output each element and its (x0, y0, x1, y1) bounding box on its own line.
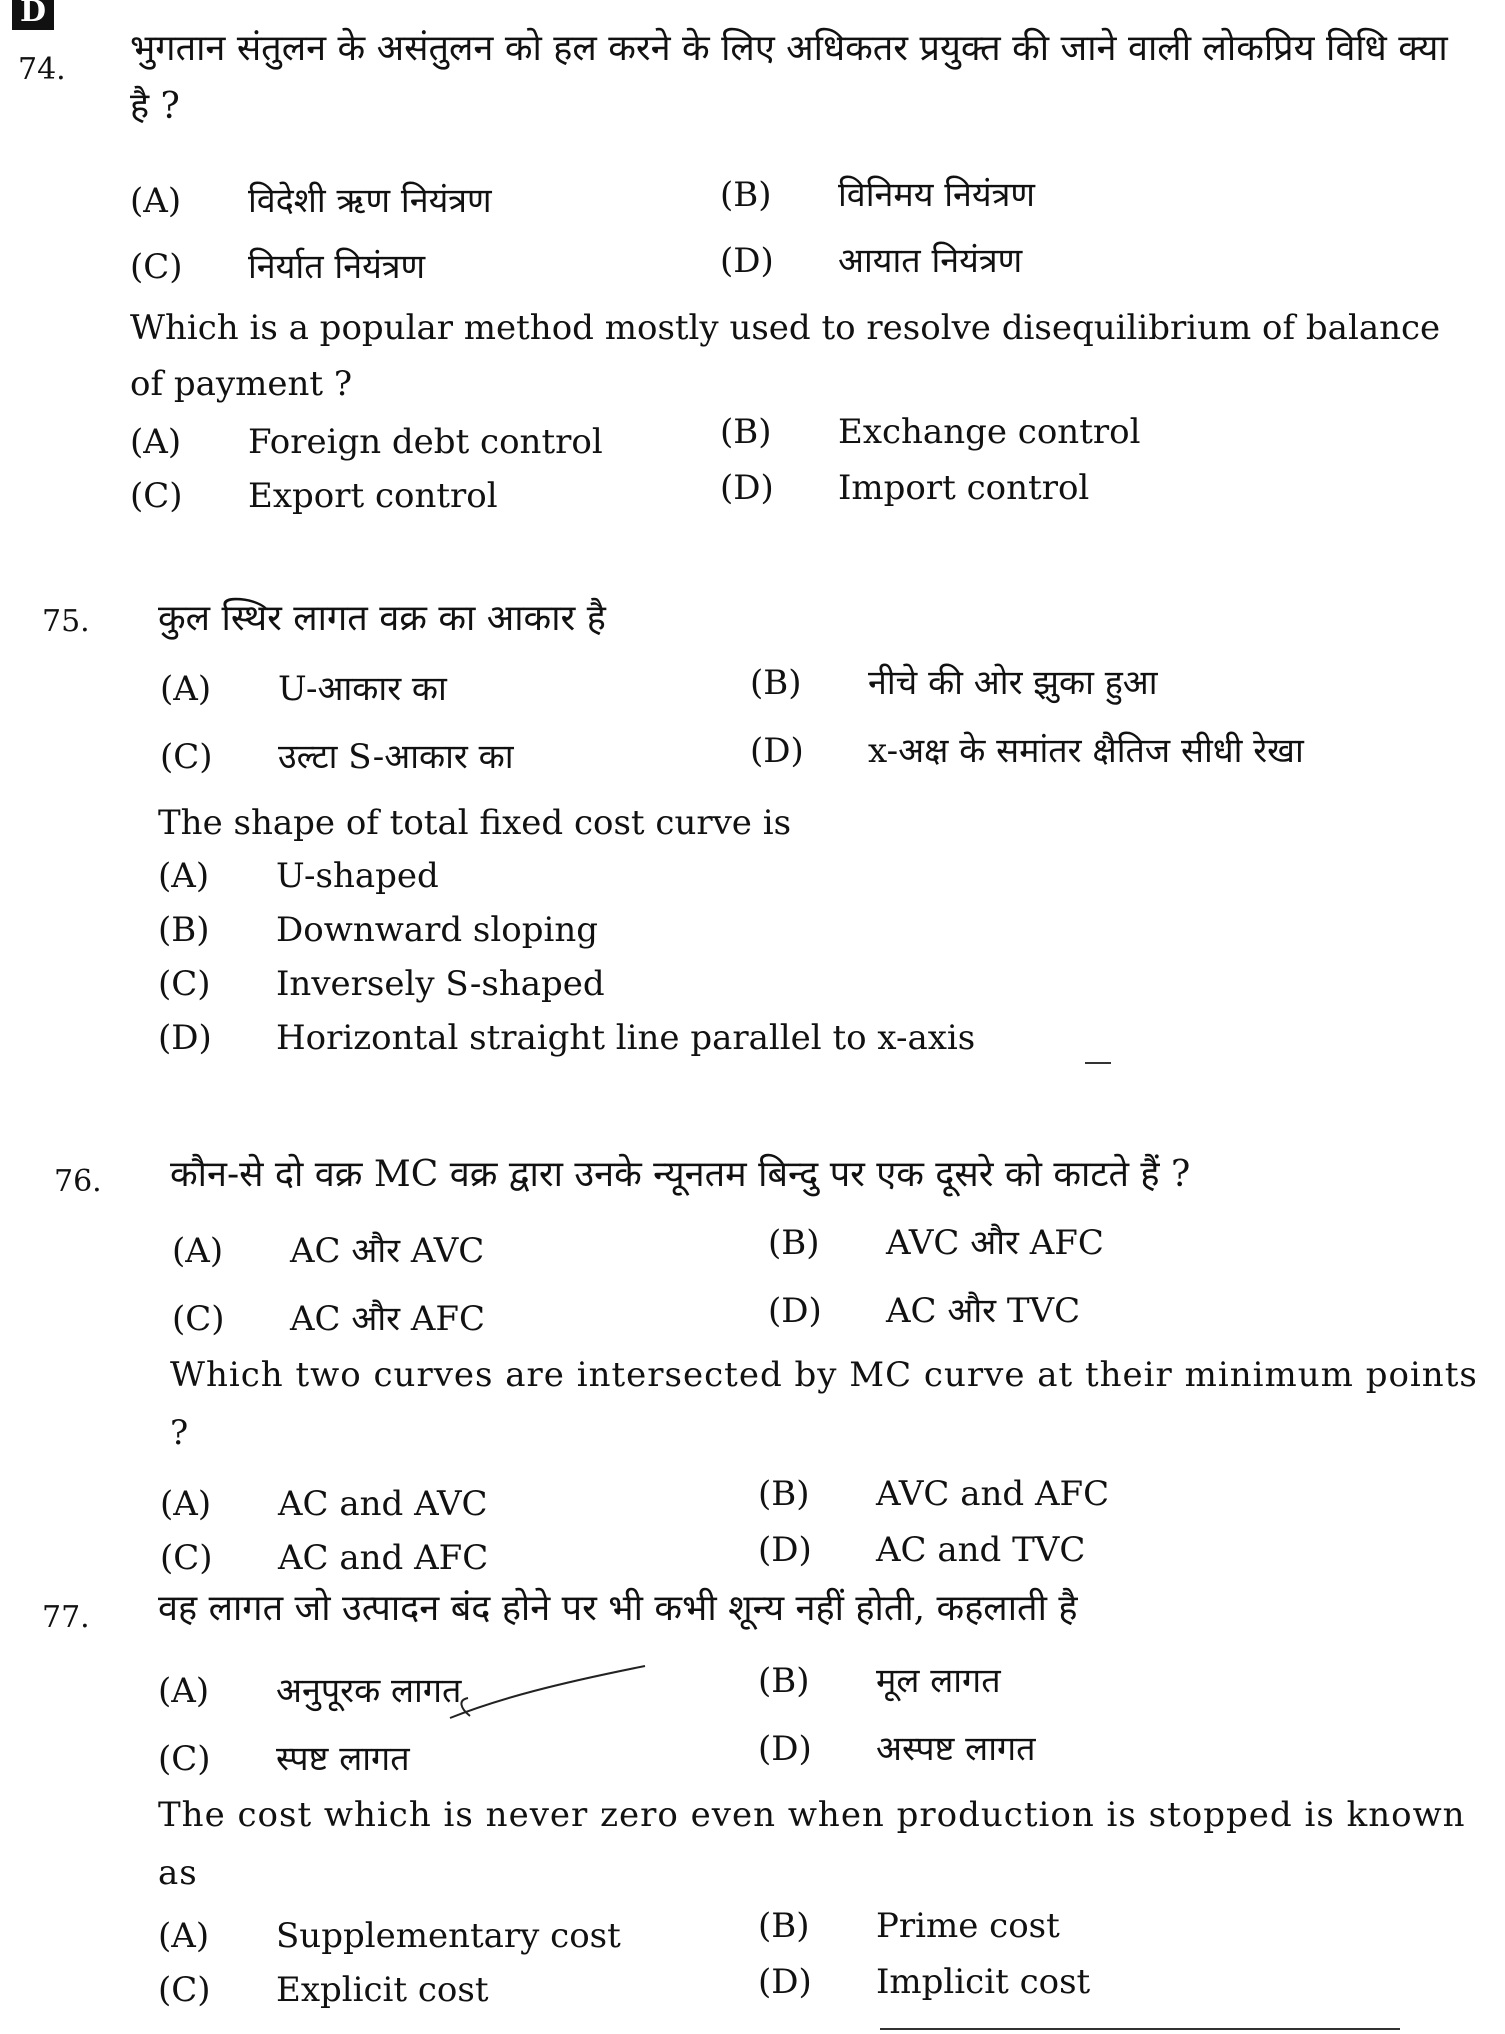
option-d-english: (D) Implicit cost (758, 1962, 1091, 2002)
option-b-english: (B) Exchange control (720, 412, 1141, 452)
scan-mark (1085, 1062, 1111, 1064)
option-b-hindi: (B) मूल लागत (758, 1661, 1001, 1701)
question-stem-hindi: वह लागत जो उत्पादन बंद होने पर भी कभी शून्य नहीं होती, कहलाती है (158, 1588, 1078, 1629)
option-b-hindi: (B) नीचे की ओर झुका हुआ (750, 663, 1158, 703)
question-stem-english: The cost which is never zero even when production is stopped is known as (158, 1795, 1466, 1893)
option-a-hindi: (A) U-आकार का (160, 669, 447, 709)
pen-mark (440, 1658, 660, 1728)
option-a-hindi: (A) विदेशी ऋण नियंत्रण (130, 181, 492, 221)
option-a-english: (A) Foreign debt control (130, 422, 603, 462)
question-stem-english: The shape of total fixed cost curve is (158, 803, 792, 843)
option-c-english: (C) Explicit cost (158, 1970, 489, 2010)
option-d-english: (D) AC and TVC (758, 1530, 1086, 1570)
option-d-hindi: (D) AC और TVC (768, 1291, 1081, 1331)
option-b-english: (B) Downward sloping (158, 910, 599, 950)
question-stem-english: Which is a popular method mostly used to resolve disequilibrium of balance of payment ? (130, 308, 1441, 404)
question-number: 77. (42, 1600, 90, 1635)
booklet-series-badge: D (12, 0, 54, 30)
option-b-hindi: (B) AVC और AFC (768, 1223, 1104, 1263)
option-c-hindi: (C) उल्टा S-आकार का (160, 737, 514, 777)
option-d-hindi: (D) आयात नियंत्रण (720, 241, 1023, 281)
question-number: 76. (54, 1164, 102, 1199)
option-c-hindi: (C) AC और AFC (172, 1299, 486, 1339)
question-number: 74. (18, 52, 66, 87)
option-a-hindi: (A) अनुपूरक लागत (158, 1671, 462, 1711)
option-b-hindi: (B) विनिमय नियंत्रण (720, 175, 1035, 215)
option-d-english: (D) Horizontal straight line parallel to x-axis (158, 1018, 976, 1058)
bottom-rule (880, 2028, 1400, 2030)
option-a-english: (A) Supplementary cost (158, 1916, 621, 1956)
option-d-hindi: (D) x-अक्ष के समांतर क्षैतिज सीधी रेखा (750, 731, 1304, 771)
option-b-english: (B) Prime cost (758, 1906, 1060, 1946)
option-c-hindi: (C) निर्यात नियंत्रण (130, 247, 426, 287)
option-a-hindi: (A) AC और AVC (172, 1231, 485, 1271)
question-stem-hindi: कुल स्थिर लागत वक्र का आकार है (158, 598, 606, 639)
option-b-english: (B) AVC and AFC (758, 1474, 1110, 1514)
question-stem-hindi: कौन-से दो वक्र MC वक्र द्वारा उनके न्यूनतम बिन्दु पर एक दूसरे को काटते हैं ? (170, 1154, 1191, 1195)
question-stem-english: Which two curves are intersected by MC curve at their minimum points ? (170, 1355, 1478, 1453)
option-a-english: (A) U-shaped (158, 856, 439, 896)
option-d-hindi: (D) अस्पष्ट लागत (758, 1729, 1036, 1769)
option-a-english: (A) AC and AVC (160, 1484, 488, 1524)
option-c-english: (C) Export control (130, 476, 498, 516)
option-c-english: (C) AC and AFC (160, 1538, 489, 1578)
option-d-english: (D) Import control (720, 468, 1090, 508)
option-c-english: (C) Inversely S-shaped (158, 964, 605, 1004)
question-stem-hindi: भुगतान संतुलन के असंतुलन को हल करने के लिए अधिकतर प्रयुक्त की जाने वाली लोकप्रिय विधि क्या है ? (130, 28, 1448, 127)
question-number: 75. (42, 604, 90, 639)
option-c-hindi: (C) स्पष्ट लागत (158, 1739, 410, 1779)
